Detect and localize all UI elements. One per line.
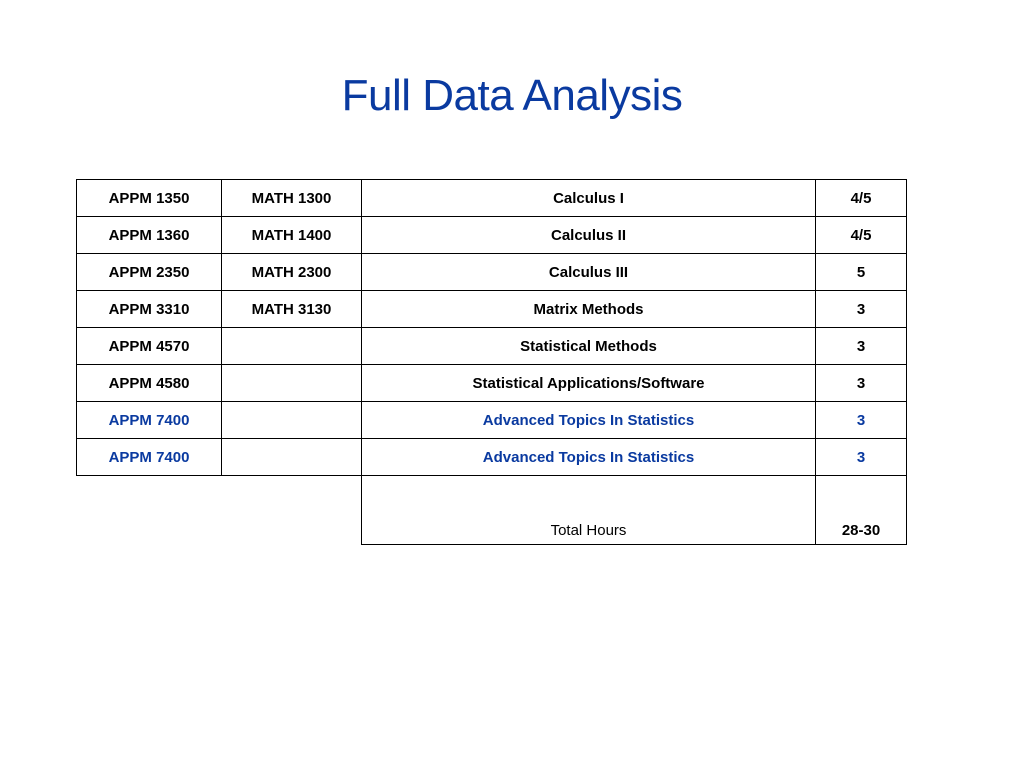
course-name-cell: Advanced Topics In Statistics [362,439,816,476]
course-code-cell: APPM 7400 [77,402,222,439]
alt-code-cell [222,365,362,402]
table-row [77,180,907,217]
total-row [77,476,907,545]
course-name-cell: Statistical Applications/Software [362,365,816,402]
course-code-cell: APPM 1360 [77,217,222,254]
credit-hours-cell: 3 [816,365,907,402]
course-name-cell: Matrix Methods [362,291,816,328]
course-table [76,179,907,545]
alt-code-cell: MATH 2300 [222,254,362,291]
alt-code-cell: MATH 3130 [222,291,362,328]
course-code-cell: APPM 1350 [77,180,222,217]
table-row [77,291,907,328]
credit-hours-cell: 4/5 [816,217,907,254]
table-row [77,254,907,291]
table-row-highlighted [77,439,907,476]
credit-hours-cell: 3 [816,291,907,328]
course-name-cell: Calculus II [362,217,816,254]
alt-code-cell [222,328,362,365]
credit-hours-cell: 3 [816,328,907,365]
alt-code-cell: MATH 1300 [222,180,362,217]
course-code-cell: APPM 4580 [77,365,222,402]
total-hours-value: 28-30 [816,476,907,545]
table-row [77,328,907,365]
table-row [77,217,907,254]
course-name-cell: Advanced Topics In Statistics [362,402,816,439]
alt-code-cell: MATH 1400 [222,217,362,254]
table-row [77,365,907,402]
total-hours-label: Total Hours [362,476,816,545]
credit-hours-cell: 3 [816,439,907,476]
course-code-cell: APPM 2350 [77,254,222,291]
course-code-cell: APPM 7400 [77,439,222,476]
table-row-highlighted [77,402,907,439]
course-name-cell: Calculus I [362,180,816,217]
alt-code-cell [222,439,362,476]
course-name-cell: Calculus III [362,254,816,291]
course-code-cell: APPM 3310 [77,291,222,328]
empty-cell [77,476,362,545]
slide-title: Full Data Analysis [341,71,683,120]
credit-hours-cell: 5 [816,254,907,291]
credit-hours-cell: 4/5 [816,180,907,217]
course-name-cell: Statistical Methods [362,328,816,365]
course-code-cell: APPM 4570 [77,328,222,365]
alt-code-cell [222,402,362,439]
credit-hours-cell: 3 [816,402,907,439]
